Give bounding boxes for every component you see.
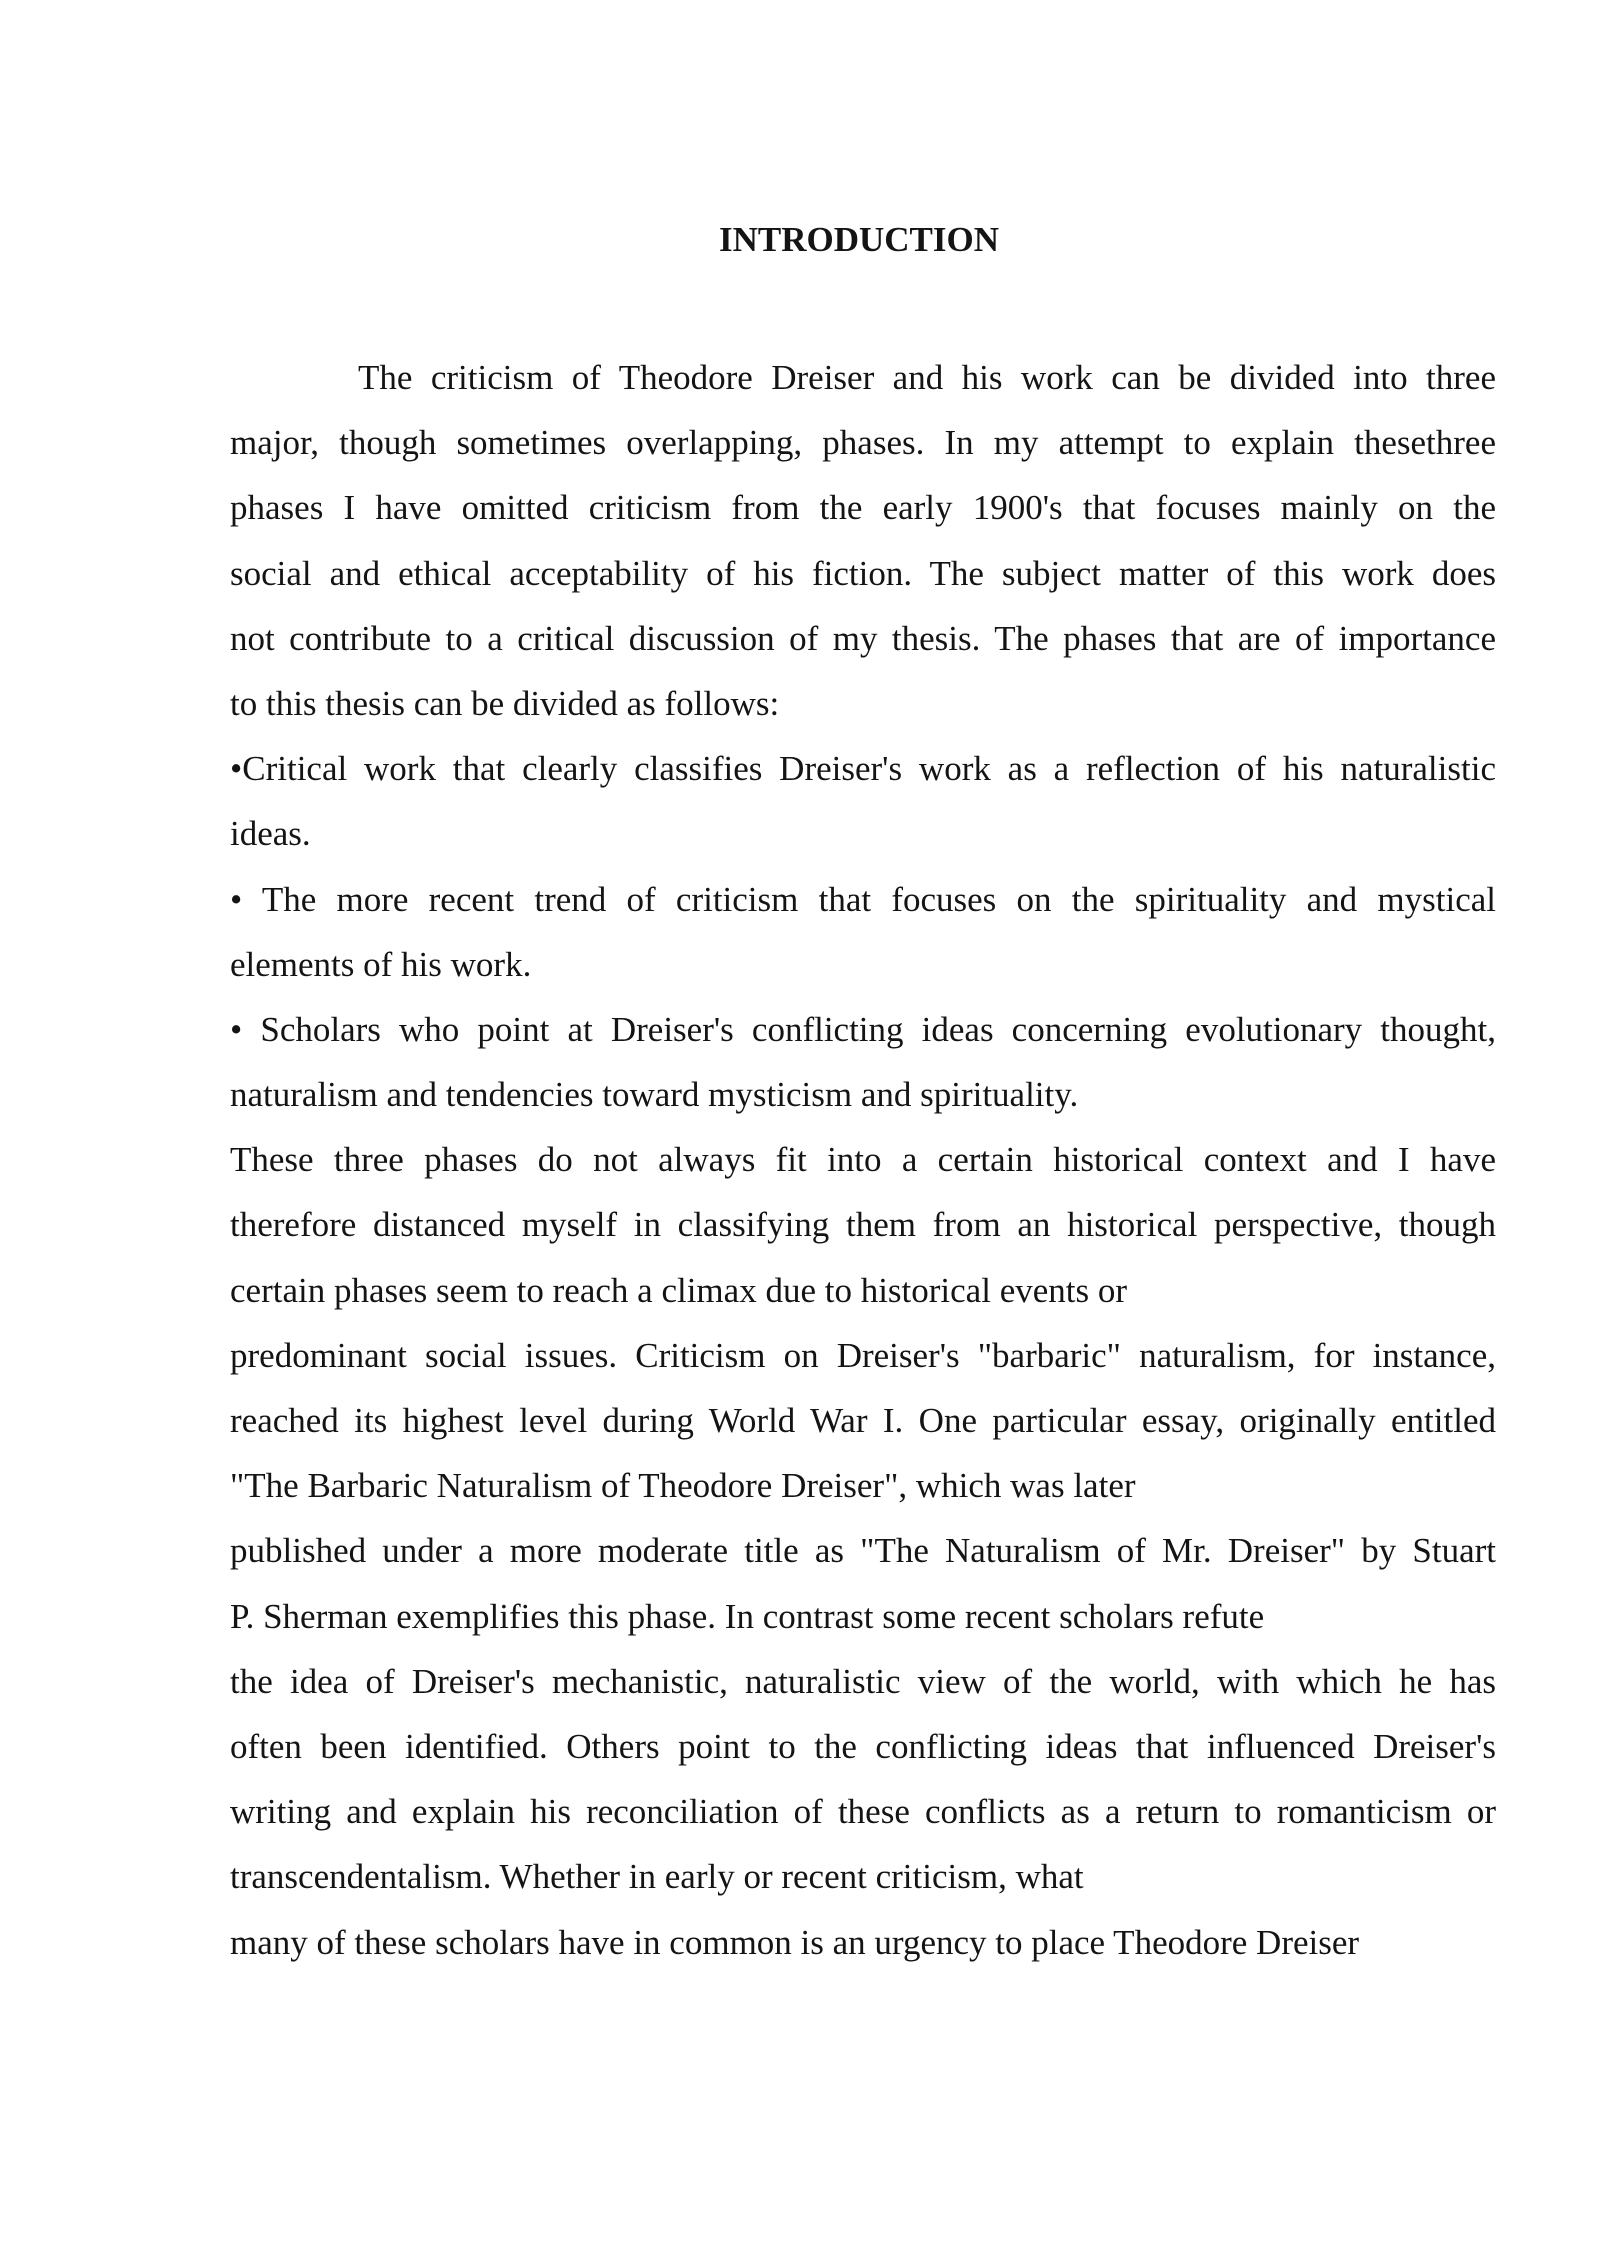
text-line: the idea of Dreiser's mechanistic, naturalistic view of the world, with which he has — [230, 1661, 1496, 1701]
bullet-item-line: ideas. — [230, 814, 311, 854]
text-line: certain phases seem to reach a climax due to historical events or — [230, 1270, 1128, 1310]
text-line: to this thesis can be divided as follows: — [230, 683, 780, 723]
text-line: The criticism of Theodore Dreiser and his work can be divided into three — [358, 358, 1496, 397]
text-line: writing and explain his reconciliation of these conflicts as a return to romanticism or — [230, 1792, 1496, 1832]
text-line: phases I have omitted criticism from the early 1900's that focuses mainly on the — [230, 488, 1496, 528]
bullet-item-line: • The more recent trend of criticism that focuses on the spirituality and mystical — [230, 879, 1496, 919]
text-line: predominant social issues. Criticism on Dreiser's "barbaric" naturalism, for instance, — [230, 1335, 1496, 1375]
text-line: not contribute to a critical discussion of my thesis. The phases that are of importance — [230, 618, 1496, 658]
text-line: transcendentalism. Whether in early or recent criticism, what — [230, 1857, 1084, 1897]
text-line: social and ethical acceptability of his fiction. The subject matter of this work does — [230, 553, 1496, 593]
text-line: These three phases do not always fit into a certain historical context and I have — [230, 1140, 1496, 1180]
bullet-item-line: • Scholars who point at Dreiser's conflicting ideas concerning evolutionary thought, — [230, 1009, 1496, 1049]
bullet-item-line: elements of his work. — [230, 944, 532, 984]
text-line: therefore distanced myself in classifying them from an historical perspective, though — [230, 1205, 1496, 1245]
text-line: published under a more moderate title as "The Naturalism of Mr. Dreiser" by Stuart — [230, 1531, 1496, 1571]
text-line: "The Barbaric Naturalism of Theodore Dreiser", which was later — [230, 1466, 1136, 1506]
bullet-item-line: •Critical work that clearly classifies Dreiser's work as a reflection of his naturalistic — [230, 749, 1496, 789]
bullet-item-line: naturalism and tendencies toward mysticism and spirituality. — [230, 1075, 1079, 1115]
text-line: P. Sherman exemplifies this phase. In contrast some recent scholars refute — [230, 1596, 1265, 1636]
text-line: reached its highest level during World War I. One particular essay, originally entitled — [230, 1401, 1496, 1440]
text-line: many of these scholars have in common is an urgency to place Theodore Dreiser — [230, 1922, 1360, 1962]
body-text — [230, 345, 1496, 1975]
text-line: major, though sometimes overlapping, phases. In my attempt to explain thesethree — [230, 423, 1496, 463]
text-line: often been identified. Others point to the conflicting ideas that influenced Dreiser's — [230, 1726, 1496, 1766]
page-title: INTRODUCTION — [718, 220, 1000, 259]
